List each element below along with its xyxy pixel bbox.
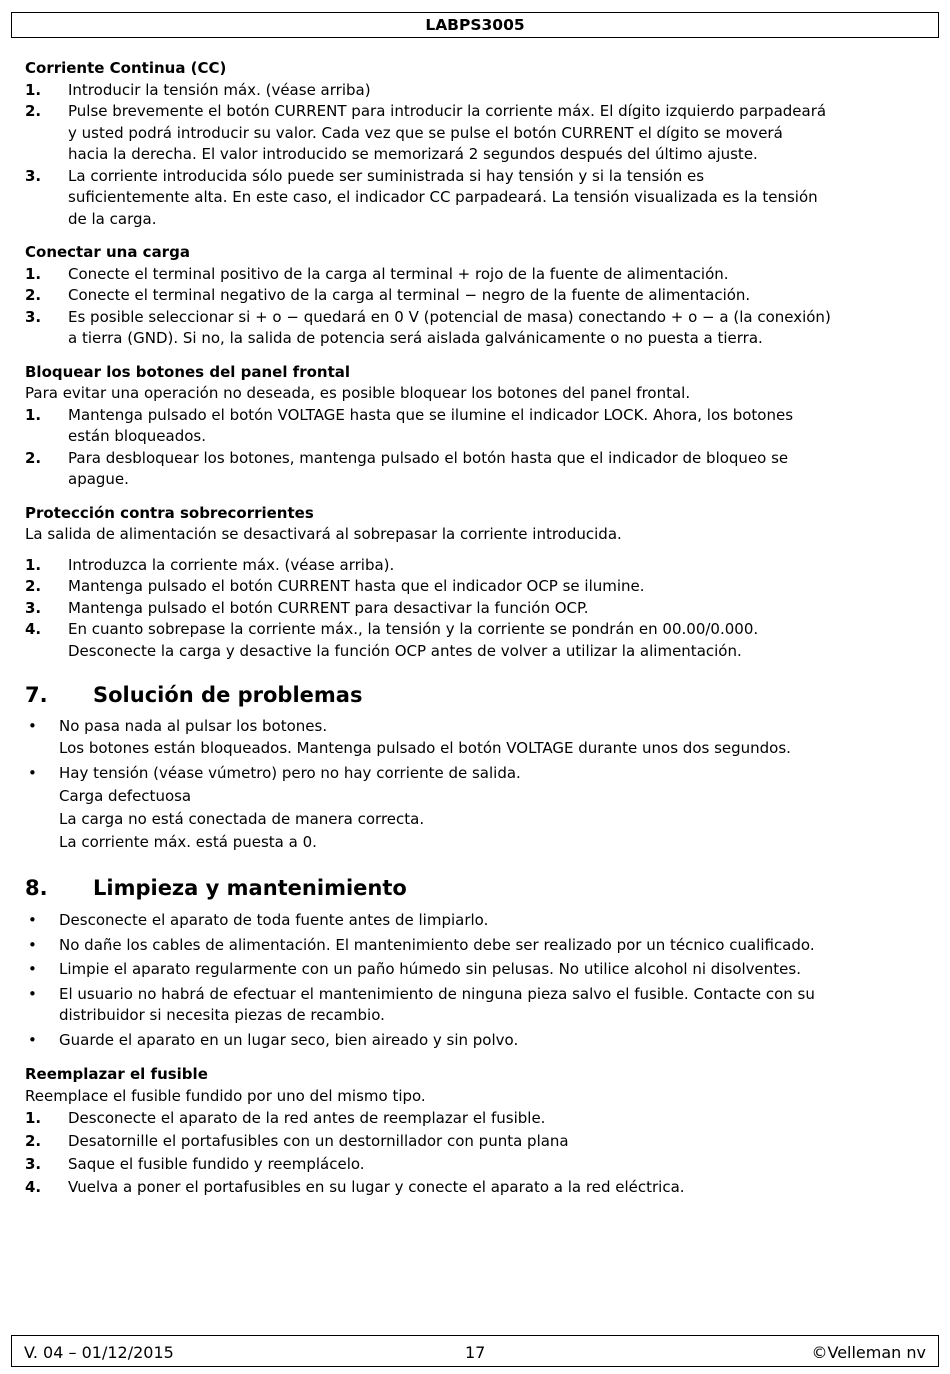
item-number: 3. [25,307,42,326]
page-header [11,12,939,38]
item-number: 2. [25,448,42,467]
list-item [25,984,930,1027]
item-text: Pulse brevemente el botón CURRENT para introducir la corriente máx. El dígito izquierdo parpadeará [68,102,827,120]
chapter-number: 8. [25,876,48,900]
list-troubleshooting [25,716,930,854]
list-item [25,555,930,577]
item-text: La carga no está conectada de manera correcta. [59,810,425,828]
item-text: Introducir la tensión máx. (véase arriba) [68,80,371,99]
list-cleaning [25,910,930,1051]
item-number: 1. [25,1109,42,1127]
item-text: distribuidor si necesita piezas de recambio. [59,1006,385,1024]
item-number: 1. [25,555,42,574]
list-item [25,959,930,981]
item-text: Guarde el aparato en un lugar seco, bien aireado y sin polvo. [59,1030,519,1049]
bullet-icon: • [28,911,37,929]
item-text: No dañe los cables de alimentación. El mantenimiento debe ser realizado por un técnico cualificado. [59,935,815,954]
item-text: No pasa nada al pulsar los botones. [59,717,328,735]
list-item [25,405,930,448]
header-title: LABPS3005 [425,16,525,34]
list-item [25,1176,930,1199]
list-item [25,166,930,231]
chapter-title: Solución de problemas [93,683,363,707]
item-number: 3. [25,1155,42,1173]
list-item [25,598,930,620]
section-intro-lock: Para evitar una operación no deseada, es posible bloquear los botones del panel frontal. [25,384,691,402]
list-item [25,1030,930,1052]
item-text: suficientemente alta. En este caso, el indicador CC parpadeará. La tensión visualizada es la tensión [68,188,818,206]
document-body [25,58,930,1199]
list-item [25,576,930,598]
section-title-lock: Bloquear los botones del panel frontal [25,362,351,381]
list-lock [25,405,930,491]
list-item [25,285,930,307]
chapter-title: Limpieza y mantenimiento [93,876,407,900]
item-text: Carga defectuosa [59,787,192,805]
list-item [25,264,930,286]
item-number: 2. [25,286,42,304]
item-text: de la carga. [68,209,157,228]
item-number: 1. [25,264,42,283]
section-title-ocp: Protección contra sobrecorrientes [25,503,314,522]
item-text: Es posible seleccionar si + o − quedará en 0 V (potencial de masa) conectando + o − a (la conexión) [68,307,831,326]
item-number: 2. [25,102,42,120]
item-number: 1. [25,80,42,99]
section-intro-fuse: Reemplace el fusible fundido por uno del mismo tipo. [25,1086,426,1105]
list-item [25,910,930,932]
chapter-number: 7. [25,683,48,707]
page-footer [11,1335,939,1367]
item-text: Desconecte el aparato de la red antes de reemplazar el fusible. [68,1109,546,1127]
item-text: La corriente introducida sólo puede ser suministrada si hay tensión y si la tensión es [68,166,705,185]
item-number: 1. [25,405,42,424]
footer-version: V. 04 – 01/12/2015 [24,1343,174,1362]
item-text: Conecte el terminal negativo de la carga al terminal − negro de la fuente de alimentación. [68,286,751,304]
item-text: y usted podrá introducir su valor. Cada vez que se pulse el botón CURRENT el dígito se moverá [68,123,783,142]
bullet-icon: • [28,960,37,978]
bullet-icon: • [28,764,37,782]
list-item [25,716,930,759]
item-text: Desconecte el aparato de toda fuente antes de limpiarlo. [59,911,489,929]
item-text: Conecte el terminal positivo de la carga al terminal + rojo de la fuente de alimentación. [68,264,729,283]
item-number: 4. [25,620,42,638]
bullet-icon: • [28,984,37,1003]
bullet-icon: • [28,1030,37,1049]
chapter-heading-cleaning [25,875,930,901]
list-item [25,1130,930,1153]
section-title-cc: Corriente Continua (CC) [25,59,227,77]
list-fuse [25,1107,930,1199]
footer-copyright: ©Velleman nv [811,1343,926,1362]
item-text: Mantenga pulsado el botón VOLTAGE hasta que se ilumine el indicador LOCK. Ahora, los botones [68,405,794,424]
item-text: Para desbloquear los botones, mantenga pulsado el botón hasta que el indicador de bloqueo se [68,448,789,467]
list-item [25,80,930,102]
item-text: Mantenga pulsado el botón CURRENT hasta que el indicador OCP se ilumine. [68,577,645,595]
item-number: 3. [25,598,42,617]
item-text: Limpie el aparato regularmente con un paño húmedo sin pelusas. No utilice alcohol ni disolventes. [59,960,801,978]
list-item [25,101,930,166]
item-number: 2. [25,577,42,595]
section-title-load: Conectar una carga [25,243,190,261]
list-item [25,448,930,491]
item-text: Introduzca la corriente máx. (véase arriba). [68,555,395,574]
list-ocp [25,555,930,663]
item-text: El usuario no habrá de efectuar el mantenimiento de ninguna pieza salvo el fusible. Contacte con su [59,984,815,1003]
item-text: Vuelva a poner el portafusibles en su lugar y conecte el aparato a la red eléctrica. [68,1178,685,1196]
item-number: 3. [25,166,42,185]
item-text: Hay tensión (véase vúmetro) pero no hay corriente de salida. [59,764,521,782]
chapter-heading-troubleshooting [25,682,930,708]
list-item [25,619,930,662]
list-item [25,307,930,350]
item-text: Saque el fusible fundido y reemplácelo. [68,1155,365,1173]
item-text: a tierra (GND). Si no, la salida de potencia será aislada galvánicamente o no puesta a tierra. [68,329,763,347]
bullet-icon: • [28,935,37,954]
item-text: Mantenga pulsado el botón CURRENT para desactivar la función OCP. [68,598,589,617]
item-text: Desatornille el portafusibles con un destornillador con punta plana [68,1132,569,1150]
item-number: 2. [25,1132,42,1150]
list-item [25,935,930,957]
item-number: 4. [25,1178,42,1196]
section-title-fuse: Reemplazar el fusible [25,1065,208,1083]
item-text: apague. [68,470,129,488]
item-text: La corriente máx. está puesta a 0. [59,833,317,851]
bullet-icon: • [28,717,37,735]
section-intro-ocp: La salida de alimentación se desactivará al sobrepasar la corriente introducida. [25,525,622,543]
item-text: Desconecte la carga y desactive la función OCP antes de volver a utilizar la alimentación. [68,641,742,660]
item-text: están bloqueados. [68,427,206,445]
list-item [25,762,930,854]
footer-page-number: 17 [465,1343,486,1362]
item-text: hacia la derecha. El valor introducido se memorizará 2 segundos después del último ajuste. [68,145,758,163]
list-item [25,1153,930,1176]
list-cc [25,80,930,231]
item-text: En cuanto sobrepase la corriente máx., la tensión y la corriente se pondrán en 00.00/0.000. [68,620,759,638]
list-item [25,1107,930,1130]
item-text: Los botones están bloqueados. Mantenga pulsado el botón VOLTAGE durante unos dos segundos. [59,738,791,757]
list-load [25,264,930,350]
